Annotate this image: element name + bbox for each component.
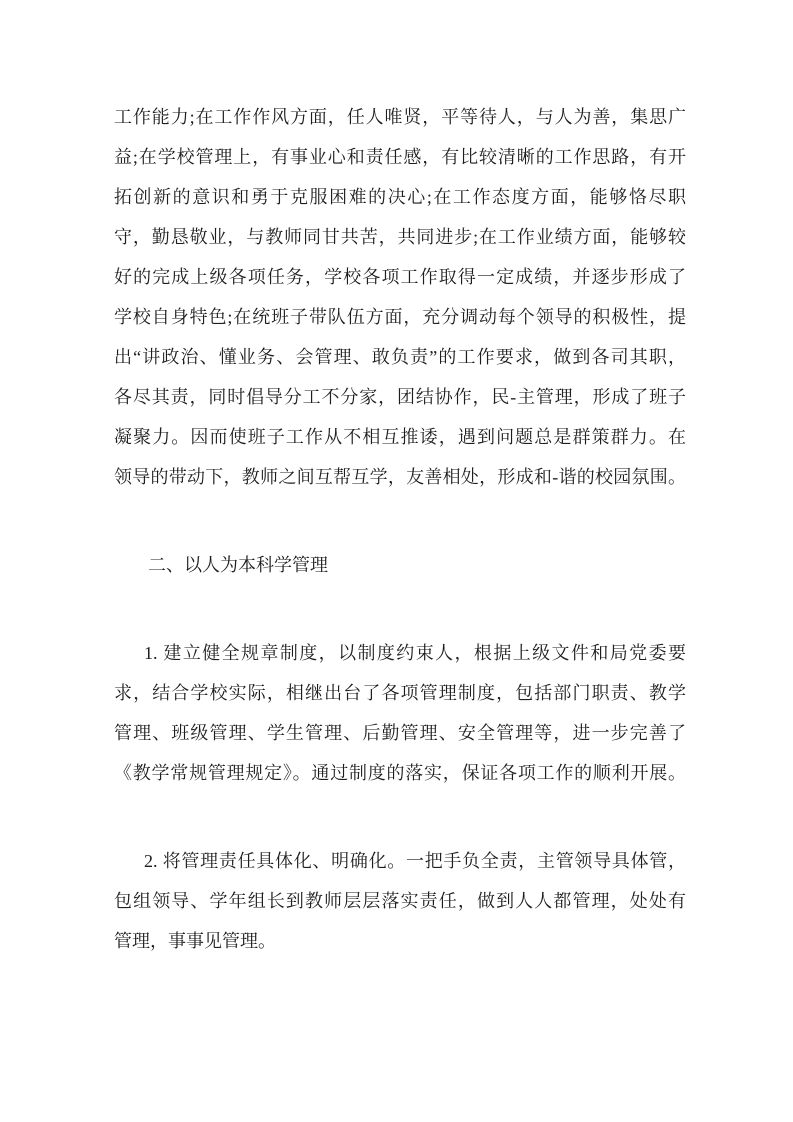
text-line: 守，勤恳敬业，与教师同甘共苦，共同进步;在工作业绩方面，能够较 (114, 227, 686, 247)
paragraph (114, 633, 686, 793)
text-line: 学校自身特色;在统班子带队伍方面，充分调动每个领导的积极性，提 (114, 307, 686, 327)
text-line: 拓创新的意识和勇于克服困难的决心;在工作态度方面，能够恪尽职 (114, 187, 686, 207)
text-line: 1. 建立健全规章制度，以制度约束人，根据上级文件和局党委要 (144, 643, 686, 663)
paragraph (114, 841, 686, 961)
section-heading (114, 545, 686, 585)
document-body (114, 97, 686, 961)
text-line: 领导的带动下，教师之间互帮互学，友善相处，形成和-谐的校园氛围。 (114, 467, 686, 487)
text-line: 《教学常规管理规定》。通过制度的落实，保证各项工作的顺利开展。 (114, 763, 686, 783)
text-line: 工作能力;在工作作风方面，任人唯贤，平等待人，与人为善，集思广 (114, 107, 686, 127)
text-line: 好的完成上级各项任务，学校各项工作取得一定成绩，并逐步形成了 (114, 267, 686, 287)
text-line: 求，结合学校实际，相继出台了各项管理制度，包括部门职责、教学 (114, 683, 686, 703)
text-line: 管理，事事见管理。 (114, 931, 276, 951)
text-line: 益;在学校管理上，有事业心和责任感，有比较清晰的工作思路，有开 (114, 147, 686, 167)
text-line: 2. 将管理责任具体化、明确化。一把手负全责，主管领导具体管， (144, 851, 686, 871)
text-line: 管理、班级管理、学生管理、后勤管理、安全管理等，进一步完善了 (114, 723, 686, 743)
text-line: 出“讲政治、懂业务、会管理、敢负责”的工作要求，做到各司其职， (114, 347, 686, 367)
heading-text-line: 二、以人为本科学管理 (148, 555, 328, 575)
text-line: 包组领导、学年组长到教师层层落实责任，做到人人都管理，处处有 (114, 891, 686, 911)
text-line: 凝聚力。因而使班子工作从不相互推诿，遇到问题总是群策群力。在 (114, 427, 686, 447)
paragraph (114, 97, 686, 497)
text-line: 各尽其责，同时倡导分工不分家，团结协作，民-主管理，形成了班子 (114, 387, 686, 407)
